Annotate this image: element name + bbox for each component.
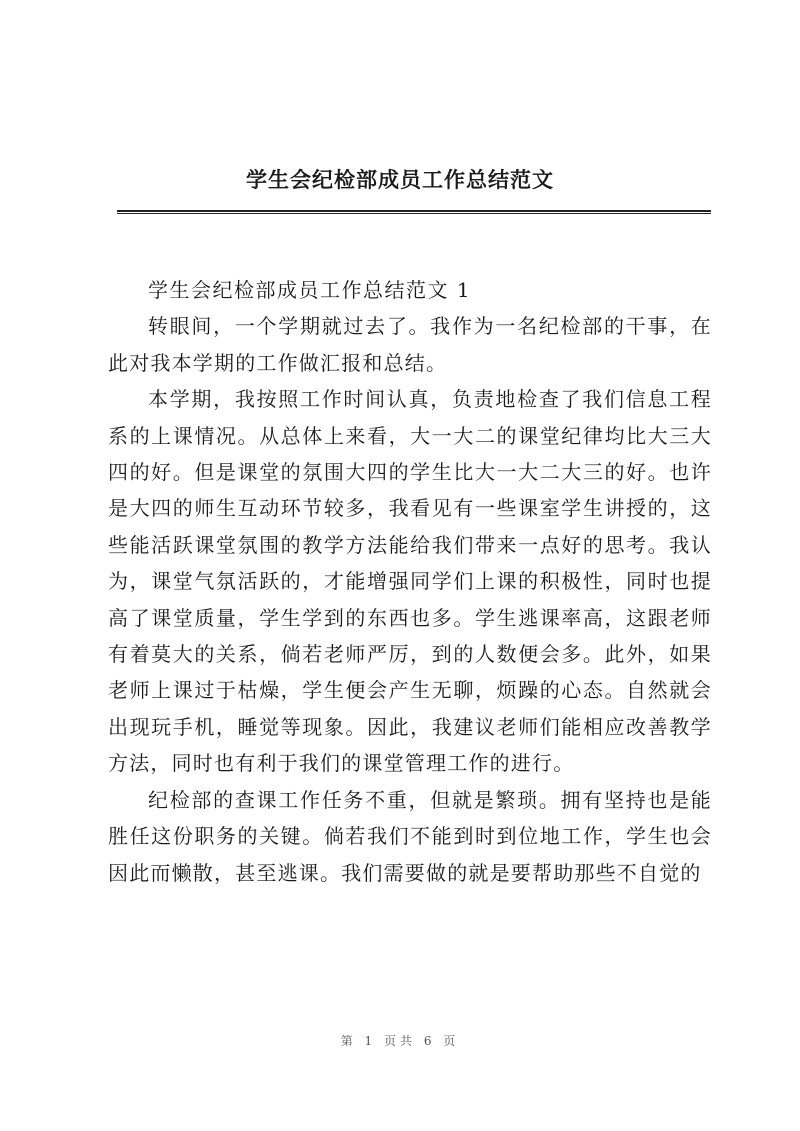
page-number: 第 1 页共 6 页 — [340, 1034, 460, 1048]
title-divider — [117, 210, 711, 214]
paragraph: 本学期，我按照工作时间认真，负责地检查了我们信息工程系的上课情况。从总体上来看，大一大二的课堂纪律均比大三大四的好。但是课堂的氛围大四的学生比大一大二大三的好。也许是大四的师生互动环节较多，我看见有一些课室学生讲授的，这些能活跃课堂氛围的教学方法能给我们带来一点好的思考。我认为，课堂气氛活跃的，才能增强同学们上课的积极性，同时也提高了课堂质量，学生学到的东西也多。学生逃课率高，这跟老师有着莫大的关系，倘若老师严厉，到的人数便会多。此外，如果老师上课过于枯燥，学生便会产生无聊，烦躁的心态。自然就会出现玩手机，睡觉等现象。因此，我建议老师们能相应改善教学方法，同时也有利于我们的课堂管理工作的进行。 — [108, 387, 712, 776]
section-heading: 学生会纪检部成员工作总结范文 1 — [148, 278, 472, 302]
paragraph: 纪检部的查课工作任务不重，但就是繁琐。拥有坚持也是能胜任这份职务的关键。倘若我们不能到时到位地工作，学生也会因此而懒散，甚至逃课。我们需要做的就是要帮助那些不自觉的 — [108, 787, 712, 885]
document-title: 学生会纪检部成员工作总结范文 — [246, 168, 554, 192]
paragraph: 转眼间，一个学期就过去了。我作为一名纪检部的干事，在此对我本学期的工作做汇报和总结。 — [108, 314, 712, 375]
document-body — [108, 272, 712, 891]
